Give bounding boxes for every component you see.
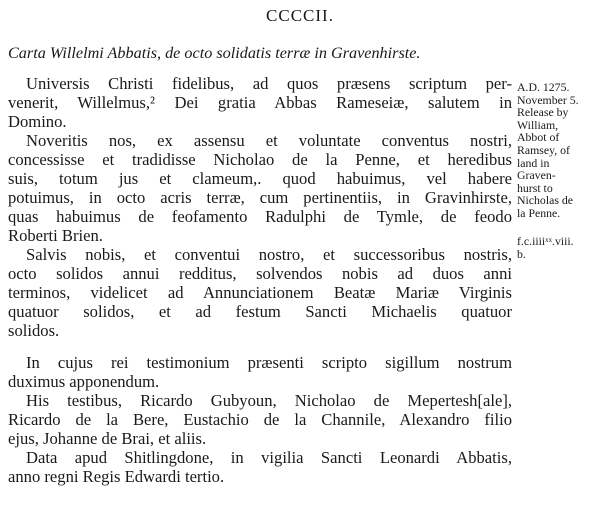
text-line: duximus apponendum. xyxy=(8,372,160,391)
paragraph-address xyxy=(8,74,512,131)
text-line: Data apud Shitlingdone, in vigilia Sancti Leonardi Abbatis, xyxy=(26,448,512,467)
marginal-note xyxy=(517,81,597,220)
marginal-note-line: A.D. 1275. xyxy=(517,80,570,94)
paragraph-gap xyxy=(8,340,512,353)
text-line: anno regni Regis Edwardi tertio. xyxy=(8,467,225,486)
text-line: quas habuimus de feofamento Radulphi de Tymle, de feodo xyxy=(8,207,512,226)
text-line: ejus, Johanne de Brai, et aliis. xyxy=(8,429,207,448)
text-line: suis, totum jus et clameum,. quod habuimus, vel habere xyxy=(8,169,512,188)
text-line: potuimus, in octo acris terræ, cum pertinentiis, in Gravinhirste, xyxy=(8,188,512,207)
paragraph-witnesses xyxy=(8,391,512,448)
charter-number: CCCCII. xyxy=(266,6,334,25)
folio-reference xyxy=(517,235,597,261)
text-line: Ricardo de la Bere, Eustachio de la Channile, Alexandro filio xyxy=(8,410,512,429)
text-line: concessisse et tradidisse Nicholao de la Penne, et heredibus xyxy=(8,150,512,169)
text-line: Domino. xyxy=(8,112,67,131)
marginal-note-line: la Penne. xyxy=(517,205,561,220)
text-line: Salvis nobis, et conventui nostro, et successoribus nostris, xyxy=(26,245,512,264)
marginal-note-line: November 5. xyxy=(517,92,579,107)
text-line: octo solidos annui redditus, solvendos nobis ad duos anni xyxy=(8,264,512,283)
text-line: venerit, Willelmus,² Dei gratia Abbas Rameseiæ, salutem in xyxy=(8,93,512,112)
marginal-note-line: Ramsey, of xyxy=(517,142,570,157)
text-line: His testibus, Ricardo Gubyoun, Nicholao de Mepertesh[ale], xyxy=(26,391,512,410)
marginal-note-line: Release by xyxy=(517,105,569,120)
text-line: In cujus rei testimonium præsenti scripto sigillum nostrum xyxy=(26,353,512,372)
marginal-note-line: Nicholas de xyxy=(517,193,574,208)
text-line: Noveritis nos, ex assensu et voluntate conventus nostri, xyxy=(26,131,512,150)
paragraph-reservation xyxy=(8,245,512,340)
folio-reference-line: b. xyxy=(517,247,526,261)
charter-title: Carta Willelmi Abbatis, de octo solidatis terræ in Gravenhirste. xyxy=(8,44,421,62)
text-line: Universis Christi fidelibus, ad quos præsens scriptum per- xyxy=(26,74,512,93)
text-line: quatuor solidos, et ad festum Sancti Michaelis quatuor xyxy=(8,302,512,321)
text-line: terminos, videlicet ad Annunciationem Beatæ Mariæ Virginis xyxy=(8,283,512,302)
marginal-note-line: land in xyxy=(517,155,550,170)
text-line: Roberti Brien. xyxy=(8,226,103,245)
charter-body xyxy=(8,74,512,486)
text-line: solidos. xyxy=(8,321,60,340)
paragraph-dating xyxy=(8,448,512,486)
marginal-note-line: Graven- xyxy=(517,168,556,183)
marginal-note-line: Abbot of xyxy=(517,130,560,145)
paragraph-grant xyxy=(8,131,512,245)
folio-reference-line: f.c.iiiiˣˣ.viii. xyxy=(517,234,574,248)
marginal-note-line: hurst to xyxy=(517,180,553,195)
paragraph-sealing xyxy=(8,353,512,391)
marginal-note-line: William, xyxy=(517,117,559,132)
